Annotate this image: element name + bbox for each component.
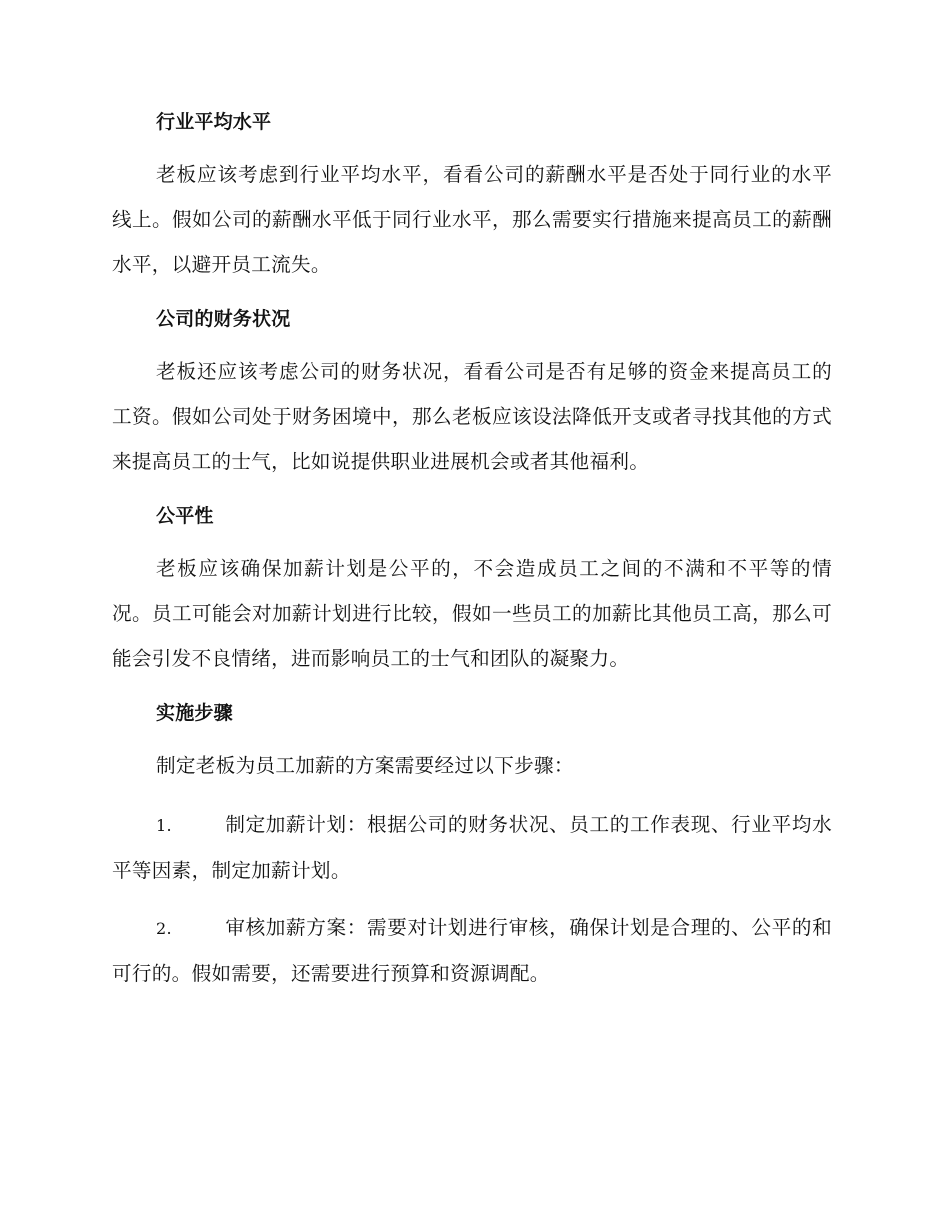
section-heading-fairness: 公平性 [156,505,214,527]
list-item-text: 审核加薪方案：需要对计划进行审核，确保计划是合理的、公平的和可行的。假如需要，还需要进行预算和资源调配。 [112,916,832,985]
list-item [112,802,832,893]
section-body-industry-average: 老板应该考虑到行业平均水平，看看公司的薪酬水平是否处于同行业的水平线上。假如公司的薪酬水平低于同行业水平，那么需要实行措施来提高员工的薪酬水平，以避开员工流失。 [112,163,832,276]
list-item-text: 制定加薪计划：根据公司的财务状况、员工的工作表现、行业平均水平等因素，制定加薪计划。 [112,813,832,882]
section-body-fairness: 老板应该确保加薪计划是公平的，不会造成员工之间的不满和不平等的情况。员工可能会对加薪计划进行比较，假如一些员工的加薪比其他员工高，那么可能会引发不良情绪，进而影响员工的士气和团队的凝聚力。 [112,557,832,670]
section-body-implementation-steps: 制定老板为员工加薪的方案需要经过以下步骤： [156,754,574,777]
section-body-financial-status: 老板还应该考虑公司的财务状况，看看公司是否有足够的资金来提高员工的工资。假如公司处于财务困境中，那么老板应该设法降低开支或者寻找其他的方式来提高员工的士气，比如说提供职业进展机会或者其他福利。 [112,360,832,473]
section-heading-implementation-steps: 实施步骤 [156,702,233,724]
list-item-number: 1. [156,816,172,835]
list-item-number: 2. [156,919,172,938]
section-heading-financial-status: 公司的财务状况 [156,308,291,330]
section-heading-industry-average: 行业平均水平 [156,111,272,133]
list-item [112,905,832,996]
document-page [112,108,832,996]
